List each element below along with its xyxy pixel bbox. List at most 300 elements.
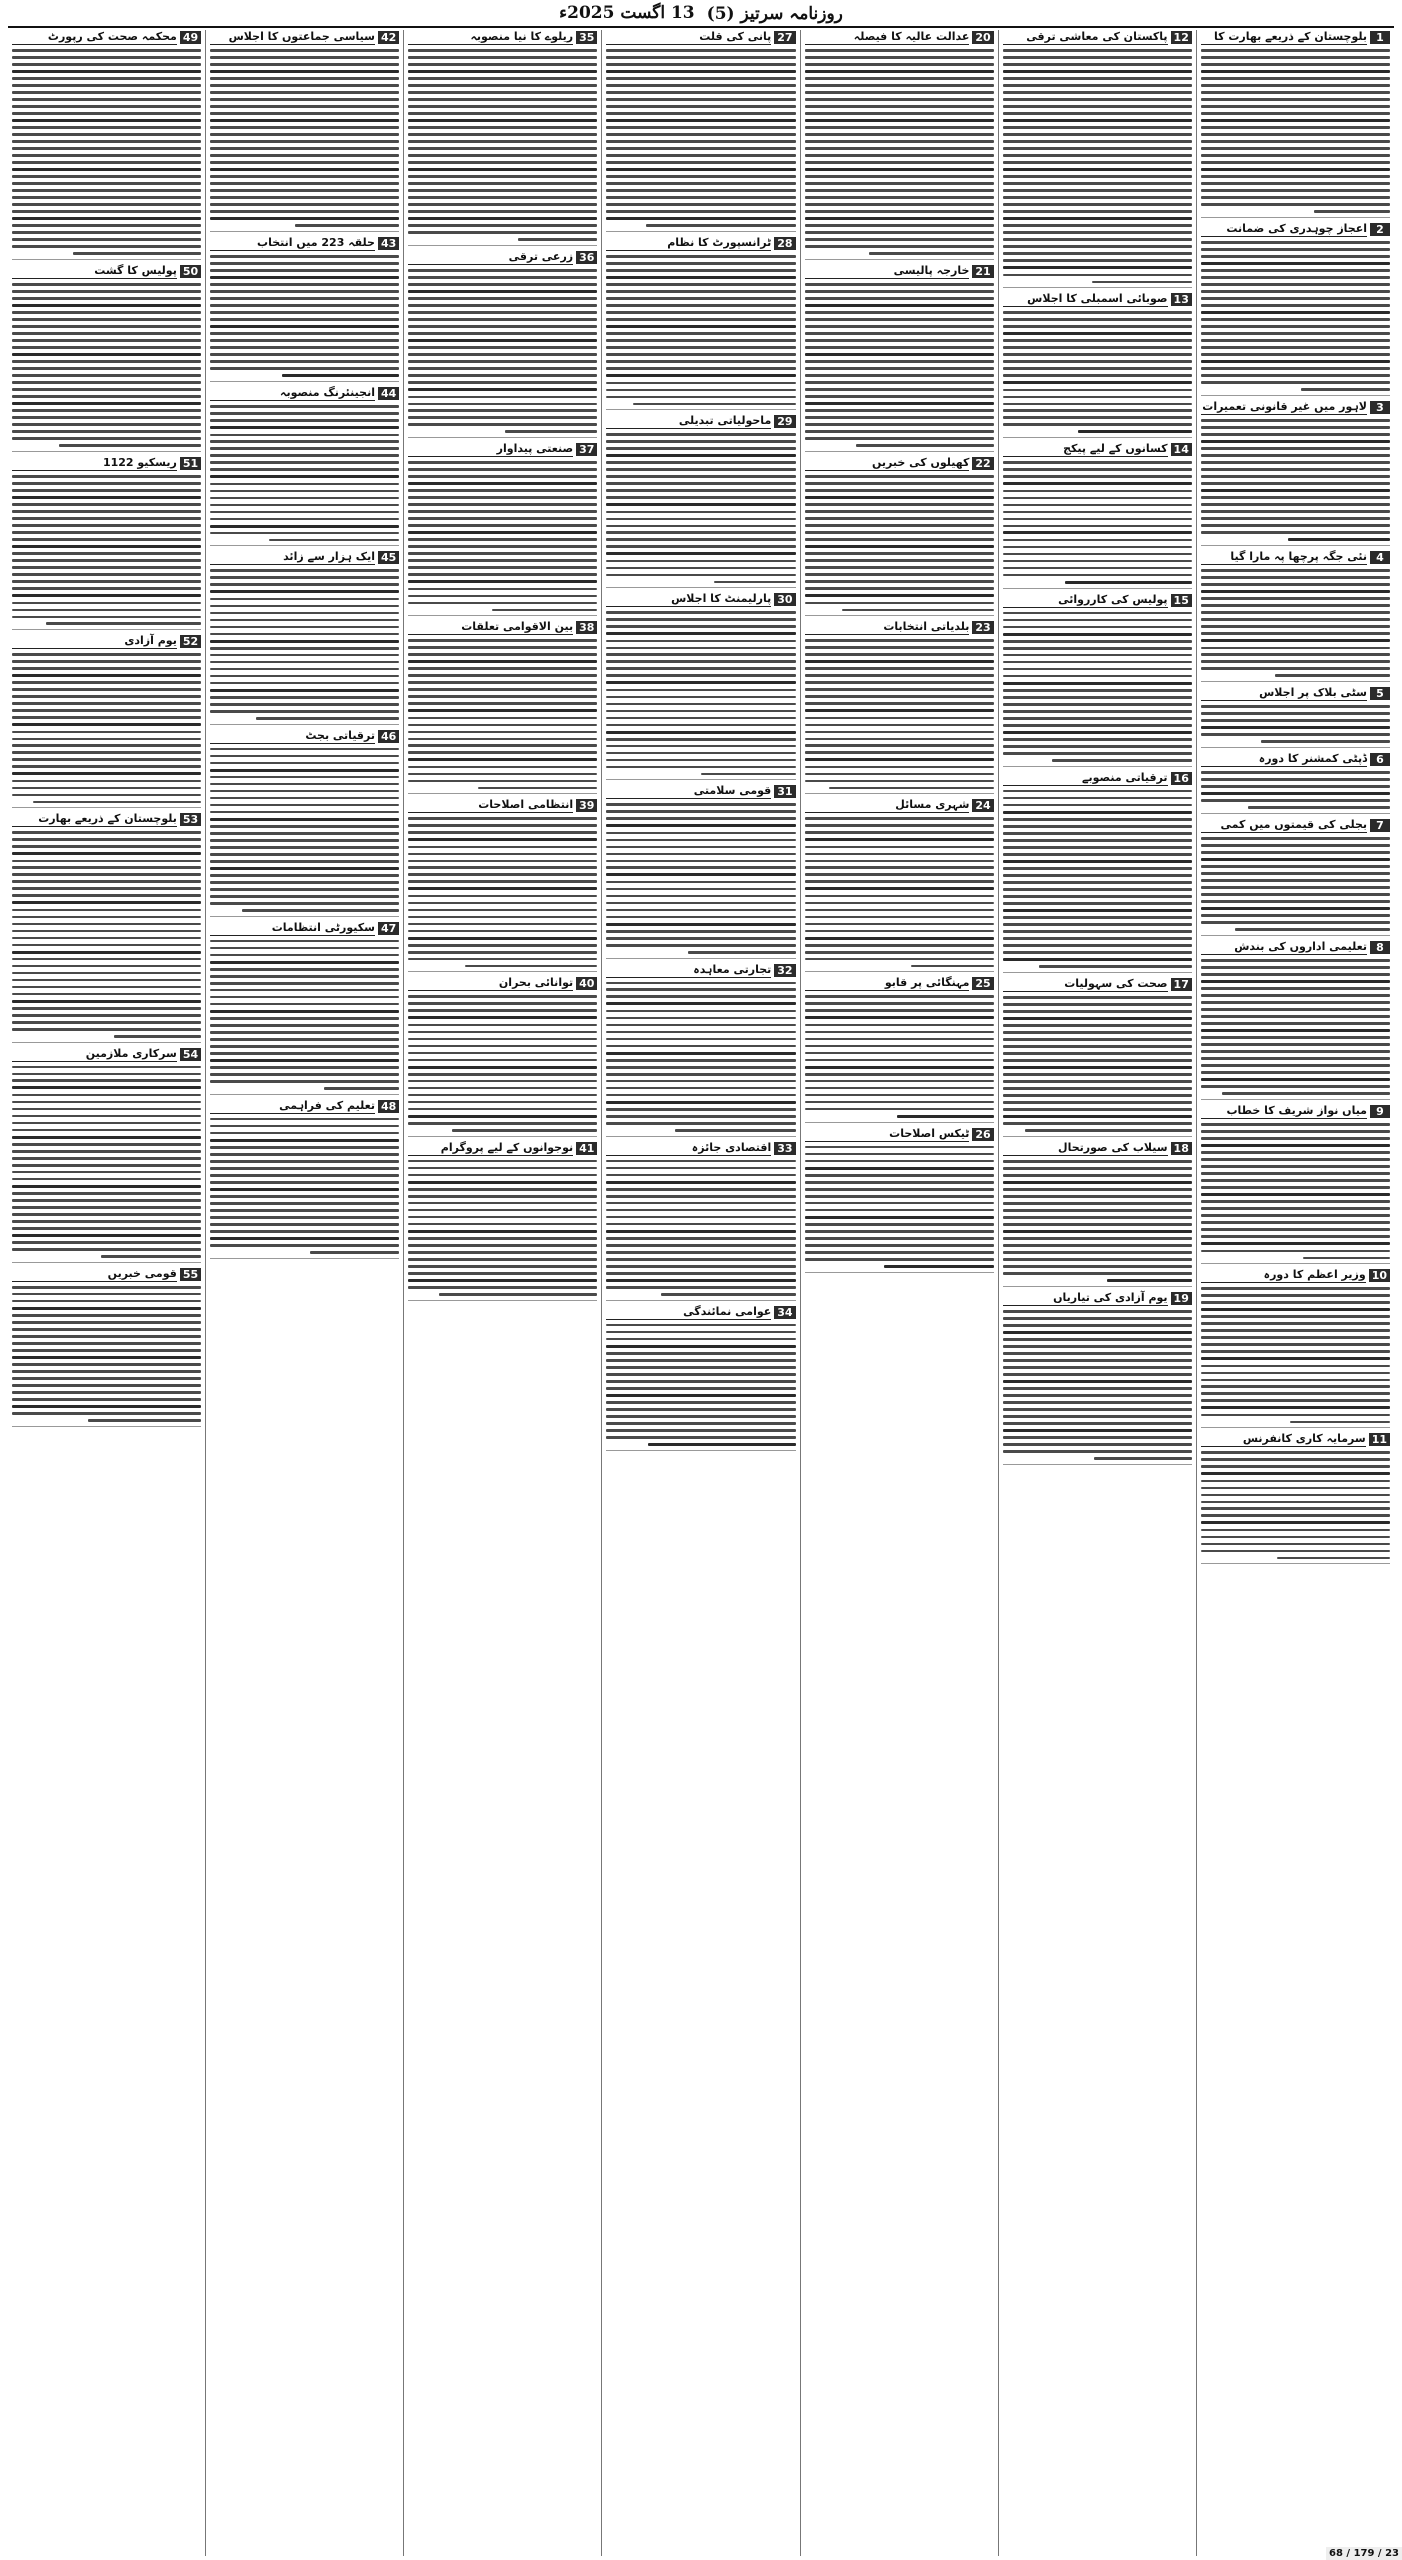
text-line (408, 887, 597, 890)
text-line (210, 367, 399, 370)
text-line (606, 1230, 795, 1233)
text-line (1201, 771, 1390, 774)
text-line (269, 539, 400, 542)
story-body-text (1003, 1158, 1192, 1282)
text-line (1003, 860, 1192, 863)
text-line (210, 318, 399, 321)
text-line (210, 532, 399, 535)
text-line (12, 616, 201, 619)
text-line (12, 353, 201, 356)
text-line (12, 1000, 201, 1003)
text-line (1003, 63, 1192, 66)
text-line (606, 1373, 795, 1376)
text-line (210, 434, 399, 437)
text-line (606, 710, 795, 713)
text-line (805, 573, 994, 576)
text-line (606, 1216, 795, 1219)
text-line (1003, 381, 1192, 384)
story-number-badge: 18 (1171, 1142, 1192, 1155)
text-line (408, 496, 597, 499)
text-line (606, 1038, 795, 1041)
text-line (408, 182, 597, 185)
story-headline: صوبائی اسمبلی کا اجلاس (1003, 292, 1168, 307)
text-line (1003, 423, 1192, 426)
story-header (1003, 292, 1192, 307)
text-line (408, 381, 597, 384)
story-header (408, 1141, 597, 1156)
text-line (324, 1087, 400, 1090)
text-line (805, 1146, 994, 1149)
text-line (12, 538, 201, 541)
text-line (210, 511, 399, 514)
news-story (1201, 752, 1390, 814)
footer-note: 23 / 179 / 68 (1326, 2547, 1402, 2560)
story-headline: ڈپٹی کمشنر کا دورہ (1201, 752, 1367, 767)
text-line (805, 758, 994, 761)
text-line (1003, 339, 1192, 342)
text-line (1201, 297, 1390, 300)
text-line (408, 210, 597, 213)
text-line (1201, 91, 1390, 94)
story-header (606, 236, 795, 251)
text-line (1003, 951, 1192, 954)
text-line (210, 748, 399, 751)
text-line (12, 1363, 201, 1366)
text-line (1003, 482, 1192, 485)
text-line (805, 119, 994, 122)
text-line (210, 419, 399, 422)
text-line (12, 545, 201, 548)
text-line (12, 332, 201, 335)
text-line (408, 475, 597, 478)
text-line (12, 566, 201, 569)
text-line (408, 930, 597, 933)
text-line (1201, 49, 1390, 52)
text-line (1003, 553, 1192, 556)
text-line (12, 1122, 201, 1125)
text-line (1052, 759, 1192, 762)
text-line (408, 1024, 597, 1027)
text-line (408, 1094, 597, 1097)
text-line (606, 133, 795, 136)
text-line (805, 437, 994, 440)
news-story (210, 1099, 399, 1259)
text-line (12, 1307, 201, 1310)
text-line (805, 168, 994, 171)
text-line (606, 475, 795, 478)
text-line (210, 119, 399, 122)
text-line (1003, 1174, 1192, 1177)
text-line (606, 881, 795, 884)
text-line (210, 811, 399, 814)
text-line (12, 937, 201, 940)
text-line (1003, 259, 1192, 262)
text-line (1201, 1008, 1390, 1011)
text-line (408, 951, 597, 954)
story-number-badge: 53 (180, 813, 201, 826)
text-line (1003, 1394, 1192, 1397)
text-line (1201, 290, 1390, 293)
text-line (1314, 210, 1390, 213)
text-line (408, 566, 597, 569)
text-line (606, 1073, 795, 1076)
text-line (12, 1342, 201, 1345)
text-line (408, 838, 597, 841)
news-story (1201, 818, 1390, 936)
text-line (210, 696, 399, 699)
text-line (210, 1024, 399, 1027)
text-line (1201, 778, 1390, 781)
text-line (1003, 403, 1192, 406)
text-line (606, 937, 795, 940)
text-line (1003, 274, 1192, 277)
story-body-text (12, 47, 201, 255)
text-line (606, 866, 795, 869)
story-header (805, 620, 994, 635)
text-line (12, 112, 201, 115)
text-line (518, 238, 597, 241)
story-header (606, 414, 795, 429)
text-line (606, 810, 795, 813)
text-line (12, 751, 201, 754)
news-story (1003, 30, 1192, 288)
text-line (1201, 304, 1390, 307)
story-headline: ریلوے کا نیا منصوبہ (408, 30, 573, 45)
text-line (1003, 724, 1192, 727)
news-story (1201, 686, 1390, 748)
story-header (408, 30, 597, 45)
story-body-text (408, 637, 597, 789)
text-line (210, 405, 399, 408)
text-line (1201, 182, 1390, 185)
text-line (805, 667, 994, 670)
text-line (805, 182, 994, 185)
text-line (805, 1016, 994, 1019)
text-line (1201, 475, 1390, 478)
text-line (12, 993, 201, 996)
text-line (408, 388, 597, 391)
text-line (1003, 902, 1192, 905)
text-line (805, 203, 994, 206)
text-line (1078, 430, 1191, 433)
text-line (1003, 1265, 1192, 1268)
text-line (408, 937, 597, 940)
text-line (210, 874, 399, 877)
text-line (12, 1293, 201, 1296)
text-line (210, 647, 399, 650)
text-line (408, 639, 597, 642)
text-line (606, 766, 795, 769)
text-line (1201, 1399, 1390, 1402)
text-line (1201, 419, 1390, 422)
text-line (408, 524, 597, 527)
text-line (1201, 531, 1390, 534)
story-header (1201, 940, 1390, 955)
text-line (210, 483, 399, 486)
story-body-text (210, 403, 399, 541)
news-story (1003, 442, 1192, 588)
text-line (1003, 1181, 1192, 1184)
text-line (12, 1286, 201, 1289)
text-line (1003, 640, 1192, 643)
text-line (408, 766, 597, 769)
text-line (714, 581, 795, 584)
text-line (1201, 1357, 1390, 1360)
text-line (210, 832, 399, 835)
text-line (1003, 140, 1192, 143)
story-headline: ٹیکس اصلاحات (805, 1127, 970, 1142)
text-line (408, 873, 597, 876)
text-line (805, 688, 994, 691)
text-line (805, 1202, 994, 1205)
text-line (408, 758, 597, 761)
text-line (408, 1031, 597, 1034)
text-line (12, 1136, 201, 1139)
text-line (12, 318, 201, 321)
text-line (606, 63, 795, 66)
story-header (1201, 1268, 1390, 1283)
text-line (1201, 283, 1390, 286)
text-line (210, 1174, 399, 1177)
text-line (408, 203, 597, 206)
text-line (408, 1115, 597, 1118)
text-line (606, 332, 795, 335)
text-line (1201, 269, 1390, 272)
text-line (805, 958, 994, 961)
text-line (1201, 844, 1390, 847)
text-line (210, 569, 399, 572)
text-line (12, 723, 201, 726)
story-headline: پارلیمنٹ کا اجلاس (606, 592, 771, 607)
text-line (1201, 1235, 1390, 1238)
story-number-badge: 9 (1370, 1105, 1390, 1118)
text-line (1201, 1365, 1390, 1368)
text-line (1003, 1038, 1192, 1041)
story-headline: ریسکیو 1122 (12, 456, 177, 471)
text-line (1201, 489, 1390, 492)
text-line (408, 196, 597, 199)
story-header (606, 784, 795, 799)
text-line (1201, 353, 1390, 356)
text-line (805, 1251, 994, 1254)
text-line (1003, 396, 1192, 399)
text-line (606, 84, 795, 87)
text-line (1201, 1207, 1390, 1210)
text-line (210, 490, 399, 493)
news-story (12, 1267, 201, 1427)
text-line (210, 790, 399, 793)
story-body-text (210, 746, 399, 912)
text-line (12, 126, 201, 129)
text-line (408, 489, 597, 492)
text-line (505, 430, 598, 433)
text-line (805, 77, 994, 80)
text-line (606, 1286, 795, 1289)
story-body-text (606, 609, 795, 775)
story-header (408, 250, 597, 265)
story-headline: نئی جگہ پرچھا پہ مارا گیا (1201, 550, 1367, 565)
text-line (1201, 63, 1390, 66)
text-line (1003, 168, 1192, 171)
text-line (805, 367, 994, 370)
story-body-text (1003, 1308, 1192, 1460)
text-line (12, 1021, 201, 1024)
story-header (12, 1047, 201, 1062)
text-line (12, 1079, 201, 1082)
text-line (1201, 203, 1390, 206)
text-line (210, 881, 399, 884)
text-line (210, 689, 399, 692)
text-line (408, 751, 597, 754)
story-number-badge: 35 (576, 31, 597, 44)
news-story (606, 592, 795, 780)
text-line (606, 518, 795, 521)
text-line (12, 510, 201, 513)
text-line (606, 552, 795, 555)
text-line (805, 332, 994, 335)
text-line (1003, 1024, 1192, 1027)
text-line (1003, 1258, 1192, 1261)
text-line (805, 780, 994, 783)
text-line (210, 804, 399, 807)
story-number-badge: 12 (1171, 31, 1192, 44)
text-line (210, 1003, 399, 1006)
text-line (12, 559, 201, 562)
text-line (1201, 1085, 1390, 1088)
text-line (1201, 921, 1390, 924)
text-line (210, 654, 399, 657)
text-line (606, 374, 795, 377)
text-line (805, 1209, 994, 1212)
text-line (805, 995, 994, 998)
text-line (408, 98, 597, 101)
text-line (805, 524, 994, 527)
text-line (408, 231, 597, 234)
text-line (1277, 1557, 1390, 1560)
story-body-text (606, 431, 795, 583)
text-line (408, 995, 597, 998)
story-header (1201, 686, 1390, 701)
text-line (1201, 1465, 1390, 1468)
text-line (12, 1143, 201, 1146)
text-line (1003, 325, 1192, 328)
text-line (1201, 147, 1390, 150)
text-line (12, 374, 201, 377)
text-line (1003, 119, 1192, 122)
text-line (805, 1094, 994, 1097)
text-line (1003, 409, 1192, 412)
text-line (210, 1195, 399, 1198)
text-line (805, 909, 994, 912)
text-line (12, 831, 201, 834)
text-line (210, 133, 399, 136)
text-line (606, 389, 795, 392)
story-body-text (606, 1158, 795, 1296)
text-line (606, 632, 795, 635)
text-line (1003, 703, 1192, 706)
text-line (1201, 1242, 1390, 1245)
text-line (408, 602, 597, 605)
text-line (12, 866, 201, 869)
text-line (805, 353, 994, 356)
text-line (408, 653, 597, 656)
story-header (1003, 977, 1192, 992)
text-line (1201, 1543, 1390, 1546)
text-line (408, 1009, 597, 1012)
story-headline: ٹرانسپورٹ کا نظام (606, 236, 771, 251)
text-line (1201, 339, 1390, 342)
text-line (408, 738, 597, 741)
text-line (210, 1230, 399, 1233)
text-line (1201, 785, 1390, 788)
text-line (12, 738, 201, 741)
text-line (12, 1405, 201, 1408)
text-line (210, 283, 399, 286)
text-line (805, 853, 994, 856)
text-line (1201, 1329, 1390, 1332)
story-header (210, 236, 399, 251)
text-line (805, 1230, 994, 1233)
text-line (408, 297, 597, 300)
text-line (210, 304, 399, 307)
text-line (661, 1293, 795, 1296)
text-line (408, 773, 597, 776)
text-line (606, 817, 795, 820)
news-story (1003, 771, 1192, 973)
story-number-badge: 13 (1171, 293, 1192, 306)
story-number-badge: 19 (1171, 1292, 1192, 1305)
text-line (606, 689, 795, 692)
text-line (12, 245, 201, 248)
news-story (606, 963, 795, 1137)
story-body-text (1201, 835, 1390, 931)
text-line (606, 1101, 795, 1104)
story-headline: ترقیاتی منصوبے (1003, 771, 1168, 786)
text-line (1201, 133, 1390, 136)
text-line (408, 84, 597, 87)
story-body-text (12, 1064, 201, 1258)
text-line (12, 339, 201, 342)
text-line (408, 91, 597, 94)
text-line (805, 1052, 994, 1055)
news-story (1201, 400, 1390, 546)
story-body-text (1201, 1121, 1390, 1259)
text-line (12, 154, 201, 157)
text-line (12, 1300, 201, 1303)
text-line (12, 77, 201, 80)
text-line (12, 63, 201, 66)
text-line (1003, 511, 1192, 514)
text-line (408, 468, 597, 471)
text-line (606, 717, 795, 720)
text-line (805, 231, 994, 234)
text-line (408, 217, 597, 220)
text-line (1003, 1216, 1192, 1219)
text-line (210, 1188, 399, 1191)
text-line (606, 839, 795, 842)
story-headline: بلدیاتی انتخابات (805, 620, 970, 635)
text-line (210, 290, 399, 293)
text-line (606, 1080, 795, 1083)
columns-container (8, 30, 1394, 2556)
text-line (606, 447, 795, 450)
text-line (675, 1129, 796, 1132)
text-line (805, 409, 994, 412)
news-story (805, 264, 994, 452)
text-line (606, 1429, 795, 1432)
text-line (12, 416, 201, 419)
text-line (210, 1146, 399, 1149)
